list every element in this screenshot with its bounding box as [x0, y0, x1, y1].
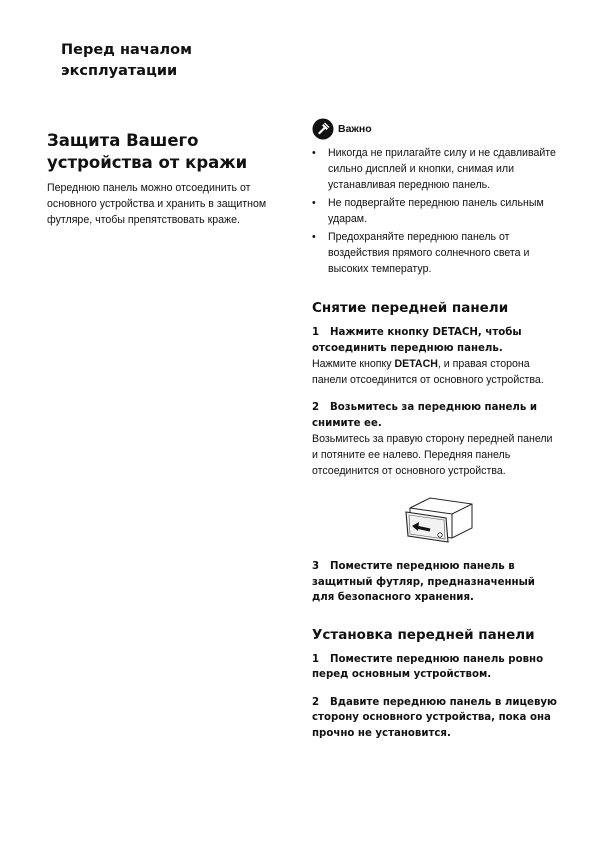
- removal-step-1-text: Нажмите кнопку DETACH, и правая сторона панели отсоединится от основного устройства.: [312, 358, 544, 386]
- important-notice: [312, 118, 557, 140]
- list-item: • Никогда не прилагайте силу и не сдавливайте сильно дисплей и кнопки, снимая или устанавливая переднюю панель.: [312, 147, 556, 191]
- important-label: Важно: [338, 123, 372, 135]
- removal-step-2-text: Возьмитесь за правую сторону передней панели и потяните ее налево. Передняя панель отсоединится от основного устройства.: [312, 433, 553, 477]
- important-icon: [312, 118, 334, 140]
- important-list: [312, 145, 557, 277]
- removal-step-3-title: 3 Поместите переднюю панель в защитный футляр, предназначенный для безопасного хранения.: [312, 561, 535, 603]
- left-column: [47, 130, 292, 228]
- removal-step-2-title: 2 Возьмитесь за переднюю панель и снимите ее.: [312, 402, 537, 429]
- install-step-1-title: 1 Поместите переднюю панель ровно перед основным устройством.: [312, 653, 544, 680]
- right-column: [312, 118, 557, 741]
- theft-protection-paragraph: Переднюю панель можно отсоединить от основного устройства и хранить в защитном футляре, чтобы препятствовать краже.: [47, 182, 267, 226]
- detach-panel-illustration: [312, 489, 557, 549]
- install-heading: Установка передней панели: [312, 626, 535, 643]
- removal-heading: Снятие передней панели: [312, 300, 509, 316]
- theft-protection-heading: Защита Вашего устройства от кражи: [47, 131, 248, 172]
- list-item: • Предохраняйте переднюю панель от воздействия прямого солнечного света и высоких температур.: [312, 231, 530, 275]
- install-step-2-title: 2 Вдавите переднюю панель в лицевую сторону основного устройства, пока она прочно не установится.: [312, 696, 557, 739]
- list-item: • Не подвергайте переднюю панель сильным ударам.: [312, 197, 544, 225]
- removal-step-1-title: 1 Нажмите кнопку DETACH, чтобы отсоединить переднюю панель.: [312, 327, 522, 354]
- section-title: Перед началом эксплуатации: [61, 42, 192, 79]
